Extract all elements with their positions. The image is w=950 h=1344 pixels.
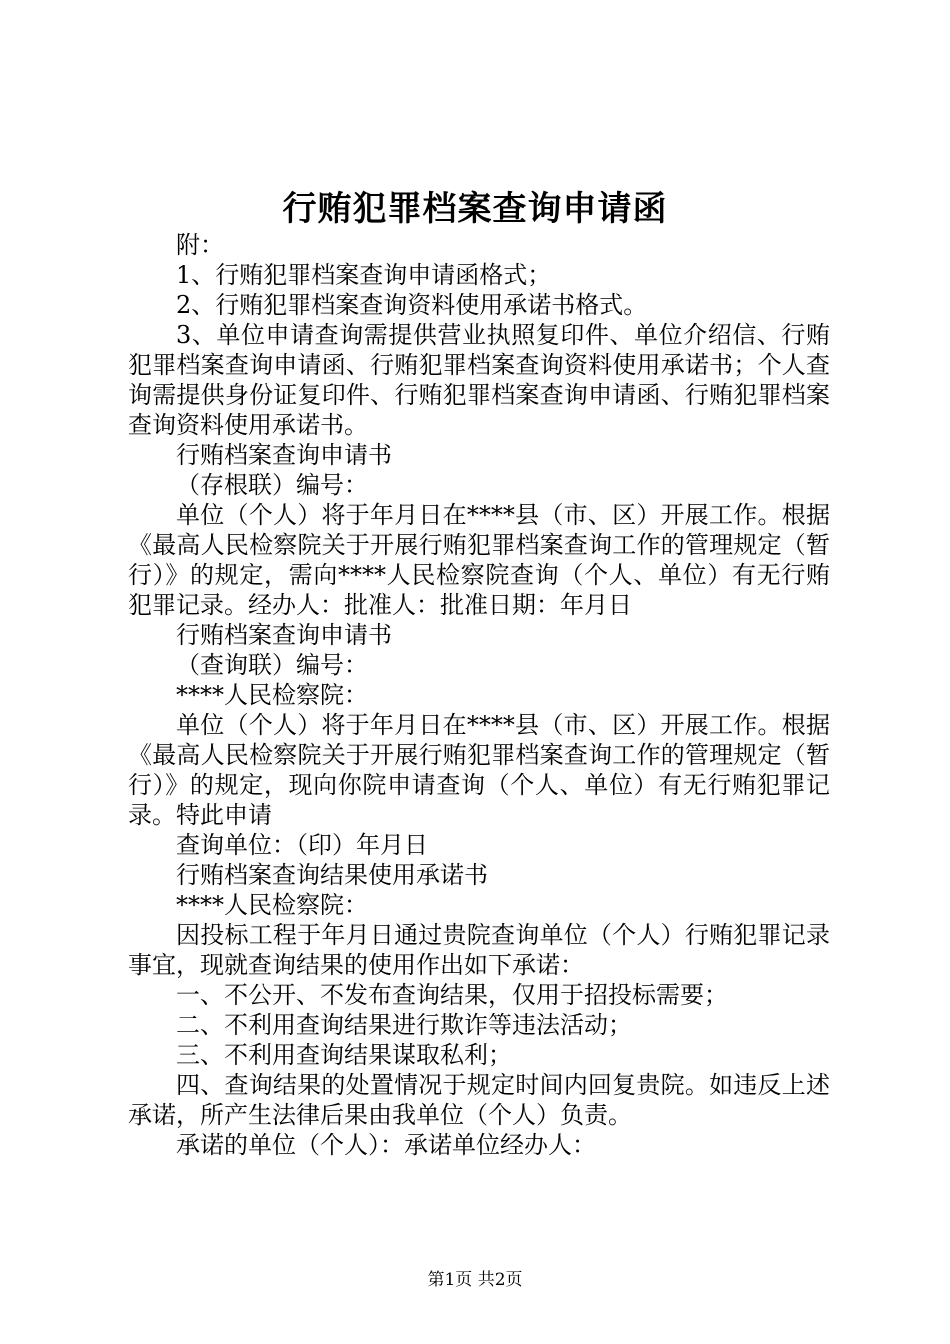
- paragraph: 查询单位：（印）年月日: [176, 831, 428, 859]
- document-title: 行贿犯罪档案查询申请函: [282, 189, 668, 229]
- paragraph: ****人民检察院：: [176, 891, 368, 919]
- paragraph: ****人民检察院：: [176, 681, 368, 709]
- paragraph: 一、不公开、不发布查询结果，仅用于招投标需要；: [176, 981, 728, 1009]
- paragraph: 因投标工程于年月日通过贵院查询单位（个人）行贿犯罪记录事宜，现就查询结果的使用作出如下承诺：: [128, 921, 830, 979]
- page-number-footer: 第1页 共2页: [427, 1270, 523, 1290]
- paragraph: 二、不利用查询结果进行欺诈等违法活动；: [176, 1011, 632, 1039]
- document-body: [128, 230, 830, 1160]
- paragraph: 四、查询结果的处置情况于规定时间内回复贵院。如违反上述承诺，所产生法律后果由我单位（个人）负责。: [128, 1071, 830, 1129]
- paragraph: 单位（个人）将于年月日在****县（市、区）开展工作。根据《最高人民检察院关于开展行贿犯罪档案查询工作的管理规定（暂行）》的规定，现向你院申请查询（个人、单位）有无行贿犯罪记录。特此申请: [128, 711, 830, 829]
- paragraph: 行贿档案查询申请书: [176, 621, 392, 649]
- paragraph: （存根联）编号：: [176, 471, 368, 499]
- paragraph: 三、不利用查询结果谋取私利；: [176, 1041, 512, 1069]
- paragraph: （查询联）编号：: [176, 651, 368, 679]
- paragraph: 单位（个人）将于年月日在****县（市、区）开展工作。根据《最高人民检察院关于开展行贿犯罪档案查询工作的管理规定（暂行）》的规定，需向****人民检察院查询（个人、单位）有无行贿犯罪记录。经办人：批准人：批准日期：年月日: [128, 501, 830, 619]
- paragraph: 承诺的单位（个人）：承诺单位经办人：: [176, 1131, 596, 1159]
- paragraph: 1、行贿犯罪档案查询申请函格式；: [176, 261, 552, 289]
- paragraph: 2、行贿犯罪档案查询资料使用承诺书格式。: [176, 291, 648, 319]
- paragraph: 行贿档案查询申请书: [176, 441, 392, 469]
- paragraph: 附：: [176, 231, 224, 259]
- paragraph: 3、单位申请查询需提供营业执照复印件、单位介绍信、行贿犯罪档案查询申请函、行贿犯罪档案查询资料使用承诺书；个人查询需提供身份证复印件、行贿犯罪档案查询申请函、行贿犯罪档案查询资料使用承诺书。: [128, 321, 830, 439]
- paragraph: 行贿档案查询结果使用承诺书: [176, 861, 488, 889]
